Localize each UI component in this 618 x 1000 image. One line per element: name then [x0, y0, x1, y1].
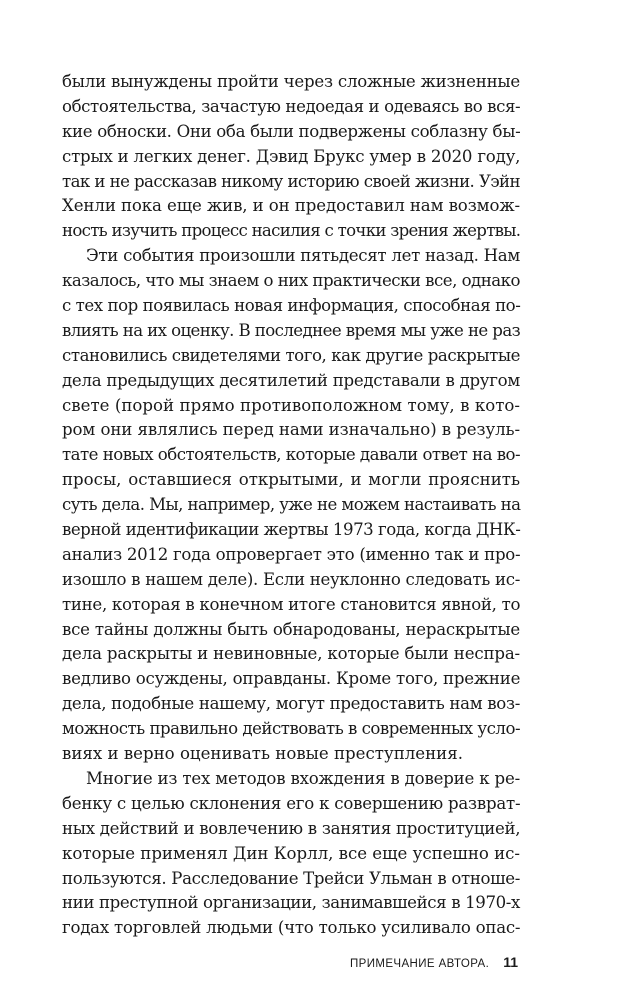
text-line: все тайны должны быть обнародованы, нераскрытые [62, 619, 520, 639]
text-line: изошло в нашем деле). Если неуклонно следовать ис- [62, 569, 520, 589]
text-line: верной идентификации жертвы 1973 года, когда ДНК- [62, 520, 521, 540]
text-line: ных действий и вовлечению в занятия проституцией, [62, 818, 521, 838]
text-line: дела раскрыты и невиновные, которые были неспра- [62, 644, 520, 664]
text-line: обстоятельства, зачастую недоедая и одеваясь во вся- [62, 96, 521, 116]
page-footer [350, 954, 518, 970]
text-line: казалось, что мы знаем о них практически все, однако [62, 271, 520, 291]
text-line: тине, которая в конечном итоге становится явной, то [62, 594, 521, 614]
text-line: можность правильно действовать в современных усло- [62, 719, 521, 739]
text-line: просы, оставшиеся открытыми, и могли прояснить [62, 470, 520, 490]
text-line: так и не рассказав никому историю своей жизни. Уэйн [62, 171, 520, 191]
text-line: кие обноски. Они оба были подвержены соблазну бы- [62, 121, 521, 141]
text-line: суть дела. Мы, например, уже не можем настаивать на [62, 495, 521, 515]
text-line: ность изучить процесс насилия с точки зрения жертвы. [62, 221, 521, 241]
text-line: Многие из тех методов вхождения в доверие к ре- [86, 768, 520, 788]
text-line: свете (порой прямо противоположном тому, в кото- [62, 395, 520, 415]
text-line: нии преступной организации, занимавшейся в 1970-х [62, 893, 520, 913]
text-line: становились свидетелями того, как другие раскрытые [62, 345, 520, 365]
paragraph [62, 70, 520, 244]
text-line: анализ 2012 года опровергает это (именно так и про- [62, 544, 521, 564]
text-line: которые применял Дин Корлл, все еще успешно ис- [62, 843, 520, 863]
text-line: стрых и легких денег. Дэвид Брукс умер в 2020 году, [62, 146, 521, 166]
text-line: виях и верно оценивать новые преступления. [62, 744, 463, 764]
page-number: 11 [503, 954, 518, 970]
paragraph [62, 244, 520, 767]
text-line: годах торговлей людьми (что только усиливало опас- [62, 918, 521, 938]
text-line: дела предыдущих десятилетий представали в другом [62, 370, 520, 390]
text-line: влиять на их оценку. В последнее время мы уже не раз [62, 320, 521, 340]
text-line: дела, подобные нашему, могут предоставить нам воз- [62, 694, 520, 714]
paragraph [62, 767, 520, 941]
text-line: Хенли пока еще жив, и он предоставил нам возмож- [62, 196, 520, 216]
body-text [62, 70, 520, 941]
running-head: ПРИМЕЧАНИЕ АВТОРА. [349, 958, 490, 970]
text-line: с тех пор появилась новая информация, способная по- [62, 296, 521, 316]
text-line: тате новых обстоятельств, которые давали ответ на во- [62, 445, 521, 465]
text-line: ведливо осуждены, оправданы. Кроме того, прежние [62, 669, 521, 689]
text-line: были вынуждены пройти через сложные жизненные [62, 72, 520, 91]
text-line: бенку с целью склонения его к совершению разврат- [62, 793, 521, 813]
text-line: ром они являлись перед нами изначально) в резуль- [62, 420, 520, 440]
text-line: пользуются. Расследование Трейси Ульман в отноше- [62, 868, 520, 888]
text-line: Эти события произошли пятьдесят лет назад. Нам [86, 246, 520, 266]
